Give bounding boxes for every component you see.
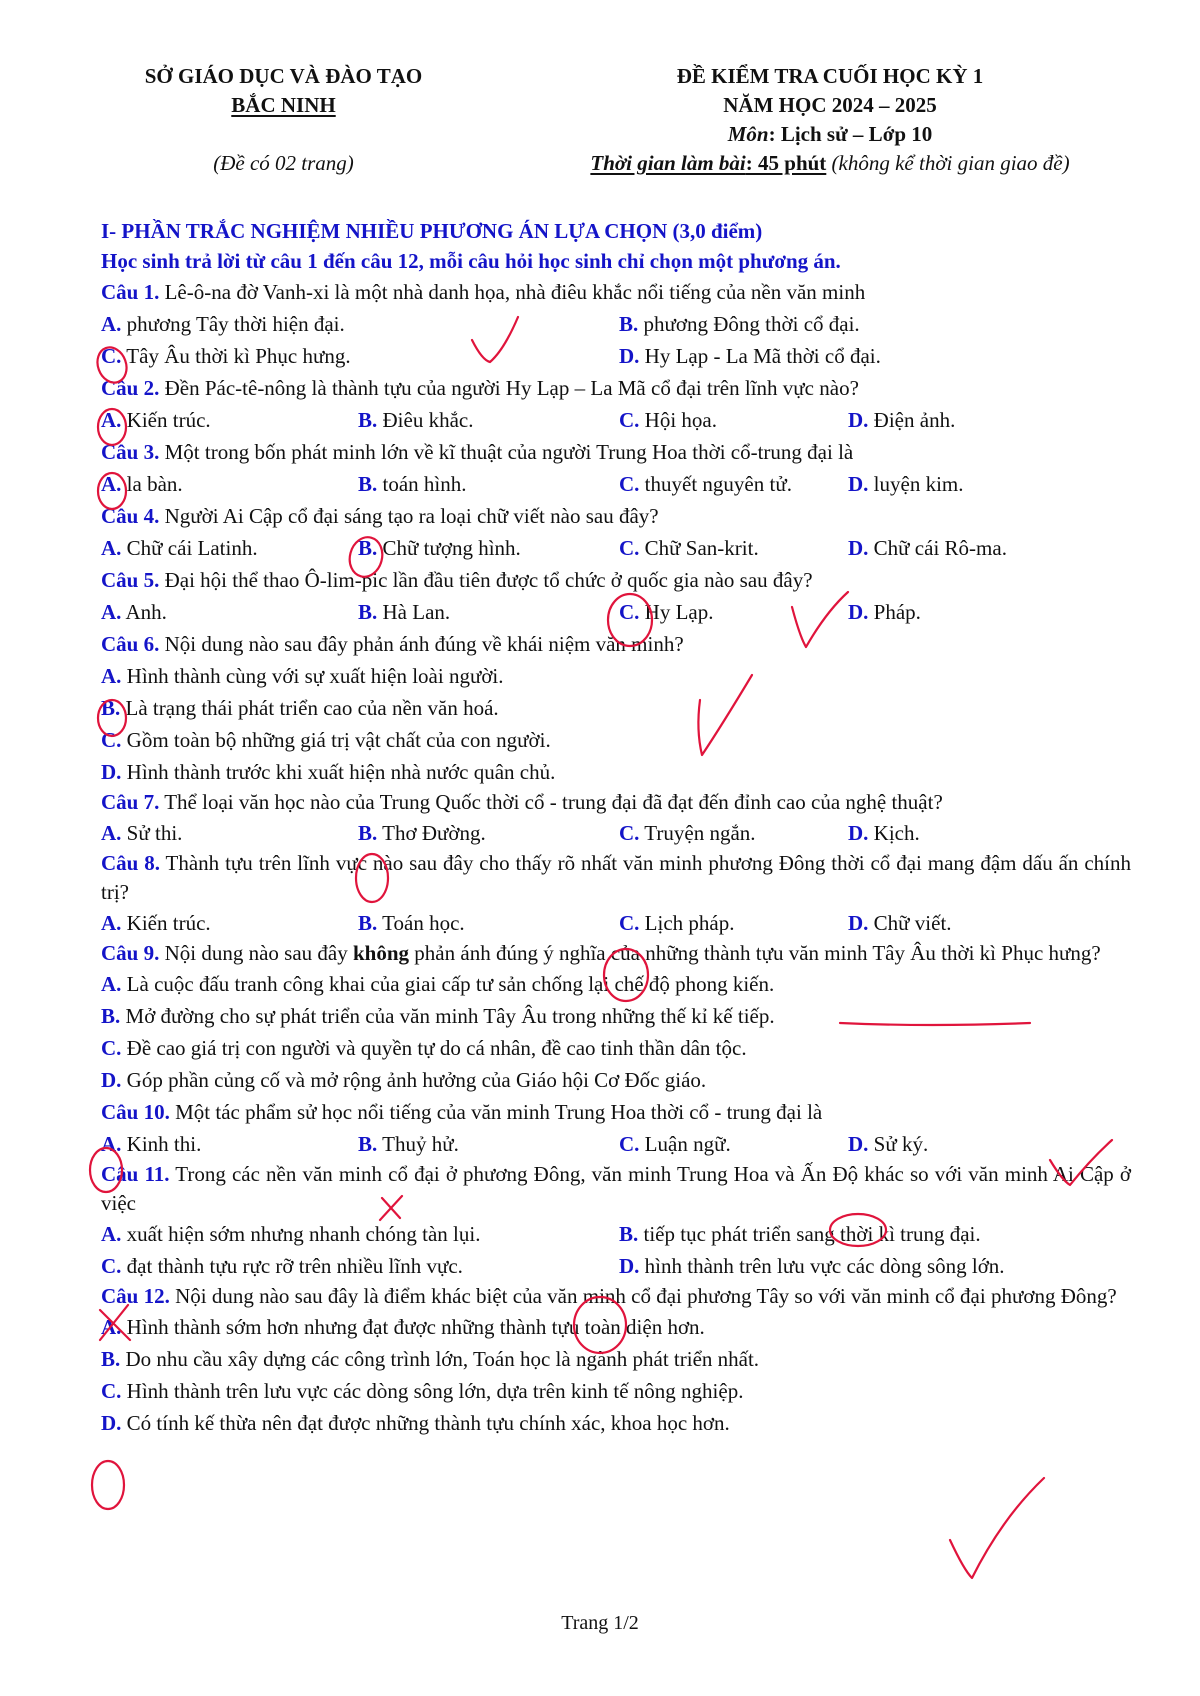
- option-d[interactable]: [619, 340, 1131, 372]
- option-text: xuất hiện sớm nhưng nhanh chóng tàn lụi.: [121, 1222, 481, 1246]
- option-b[interactable]: [358, 596, 619, 628]
- option-text: phương Tây thời hiện đại.: [121, 312, 345, 336]
- option-text: Gồm toàn bộ những giá trị vật chất của con người.: [121, 728, 551, 752]
- option-text: Chữ viết.: [868, 911, 952, 935]
- question-6: [101, 628, 1131, 660]
- option-text: Chữ cái Latinh.: [121, 536, 258, 560]
- question-11-options-2: [101, 1250, 1131, 1282]
- option-a[interactable]: [101, 907, 358, 939]
- option-text: Hình thành trước khi xuất hiện nhà nước quân chủ.: [121, 760, 556, 784]
- option-text: la bàn.: [121, 472, 183, 496]
- option-text: Hình thành cùng với sự xuất hiện loài người.: [121, 664, 504, 688]
- question-text: Trong các nền văn minh cổ đại ở phương Đông, văn minh Trung Hoa và Ấn Độ khác so với văn minh Ai Cập ở việc: [101, 1162, 1131, 1215]
- option-text: Lịch pháp.: [639, 911, 735, 935]
- option-text: Tây Âu thời kì Phục hưng.: [121, 344, 351, 368]
- question-text: Lê-ô-na đờ Vanh-xi là một nhà danh họa, nhà điêu khắc nổi tiếng của nền văn minh: [159, 280, 866, 304]
- option-text: Thơ Đường.: [377, 821, 486, 845]
- option-letter: A.: [101, 664, 122, 688]
- option-text: luyện kim.: [868, 472, 964, 496]
- option-letter: A.: [101, 1315, 122, 1339]
- option-letter: C.: [101, 1254, 122, 1278]
- time-label: Thời gian làm bài: [590, 151, 746, 175]
- department-name: SỞ GIÁO DỤC VÀ ĐÀO TẠO: [144, 64, 423, 88]
- question-7: [101, 788, 1131, 817]
- option-text: Chữ cái Rô-ma.: [868, 536, 1007, 560]
- question-10-options: [101, 1128, 1131, 1160]
- exam-body: [101, 216, 1131, 1439]
- option-letter: D.: [848, 911, 869, 935]
- option-letter: D.: [848, 821, 869, 845]
- option-letter: B.: [358, 821, 378, 845]
- option-d[interactable]: [101, 756, 1131, 788]
- option-b[interactable]: [358, 532, 619, 564]
- question-1: [101, 276, 1131, 308]
- option-d[interactable]: [848, 907, 1131, 939]
- option-letter: D.: [619, 344, 640, 368]
- option-b[interactable]: [619, 308, 1131, 340]
- option-letter: B.: [358, 911, 378, 935]
- question-10: [101, 1096, 1131, 1128]
- question-label: Câu 3.: [101, 440, 160, 464]
- option-letter: B.: [101, 1004, 121, 1028]
- option-d[interactable]: [848, 817, 1131, 849]
- time-value: : 45 phút: [745, 151, 827, 175]
- option-b[interactable]: [101, 692, 1131, 724]
- exam-title: ĐỀ KIỂM TRA CUỐI HỌC KỲ 1: [676, 64, 984, 88]
- question-text: Nội dung nào sau đây là điểm khác biệt của văn minh cổ đại phương Tây so với văn minh cổ đại phương Đông?: [169, 1284, 1117, 1308]
- option-c[interactable]: [101, 1250, 619, 1282]
- question-label: Câu 11.: [101, 1162, 170, 1186]
- question-12: [101, 1282, 1131, 1311]
- option-text: Kịch.: [868, 821, 920, 845]
- province-text: BẮC NINH: [231, 93, 336, 117]
- question-8: [101, 849, 1131, 907]
- option-d[interactable]: [848, 532, 1131, 564]
- option-letter: B.: [619, 312, 639, 336]
- option-b[interactable]: [358, 1128, 619, 1160]
- question-5: [101, 564, 1131, 596]
- question-1-options: [101, 308, 1131, 340]
- question-5-options: [101, 596, 1131, 628]
- option-text: Là trạng thái phát triển cao của nền văn hoá.: [120, 696, 499, 720]
- option-letter: D.: [101, 1068, 122, 1092]
- option-a[interactable]: [101, 468, 358, 500]
- province-name: [86, 91, 481, 120]
- option-text: Là cuộc đấu tranh công khai của giai cấp tư sản chống lại chế độ phong kiến.: [121, 972, 775, 996]
- page-count-note: (Đề có 02 trang): [213, 151, 354, 175]
- question-9: [101, 939, 1131, 968]
- question-label: Câu 4.: [101, 504, 160, 528]
- option-text: Hội họa.: [639, 408, 717, 432]
- question-label: Câu 12.: [101, 1284, 170, 1308]
- school-header: [86, 62, 481, 178]
- option-letter: D.: [848, 1132, 869, 1156]
- option-letter: D.: [619, 1254, 640, 1278]
- question-text: Đại hội thể thao Ô-lim-pic lần đầu tiên được tổ chức ở quốc gia nào sau đây?: [159, 568, 813, 592]
- option-text: Sử ký.: [868, 1132, 929, 1156]
- question-label: Câu 9.: [101, 941, 160, 965]
- option-text: Thuỷ hử.: [377, 1132, 459, 1156]
- section-instruction: Học sinh trả lời từ câu 1 đến câu 12, mỗi câu hỏi học sinh chỉ chọn một phương án.: [101, 249, 841, 273]
- option-d[interactable]: [619, 1250, 1131, 1282]
- option-letter: B.: [358, 600, 378, 624]
- question-text: Nội dung nào sau đây phản ánh đúng về khái niệm văn minh?: [159, 632, 684, 656]
- option-a[interactable]: [101, 1311, 1131, 1343]
- option-c[interactable]: [619, 907, 848, 939]
- option-letter: C.: [619, 472, 640, 496]
- question-text: Nội dung nào sau đây: [159, 941, 353, 965]
- section-title: I- PHẦN TRẮC NGHIỆM NHIỀU PHƯƠNG ÁN LỰA CHỌN (3,0 điểm): [101, 219, 763, 243]
- option-d[interactable]: [848, 468, 1131, 500]
- option-a[interactable]: [101, 532, 358, 564]
- option-a[interactable]: [101, 308, 619, 340]
- subject-line: [520, 120, 1140, 149]
- option-text: Có tính kế thừa nên đạt được những thành tựu chính xác, khoa học hơn.: [121, 1411, 730, 1435]
- option-text: Hy Lạp - La Mã thời cổ đại.: [639, 344, 881, 368]
- option-letter: A.: [101, 472, 122, 496]
- option-text: Chữ tượng hình.: [377, 536, 521, 560]
- question-text-end: phản ánh đúng ý nghĩa của những thành tựu văn minh Tây Âu thời kì Phục hưng?: [409, 941, 1101, 965]
- option-b[interactable]: [358, 907, 619, 939]
- option-text: Anh.: [121, 600, 167, 624]
- option-text: hình thành trên lưu vực các dòng sông lớn.: [639, 1254, 1005, 1278]
- option-letter: A.: [101, 972, 122, 996]
- option-letter: B.: [358, 472, 378, 496]
- option-d[interactable]: [848, 1128, 1131, 1160]
- question-3-options: [101, 468, 1131, 500]
- option-letter: B.: [358, 536, 378, 560]
- option-c[interactable]: [619, 404, 848, 436]
- question-text: Một trong bốn phát minh lớn về kĩ thuật của người Trung Hoa thời cổ-trung đại là: [159, 440, 854, 464]
- option-letter: B.: [358, 1132, 378, 1156]
- option-text: toán hình.: [377, 472, 467, 496]
- question-2: [101, 372, 1131, 404]
- checkmark-icon: [950, 1478, 1044, 1578]
- subject-label: Môn: [727, 122, 769, 146]
- option-text: Điêu khắc.: [377, 408, 474, 432]
- question-11: [101, 1160, 1131, 1218]
- question-2-options: [101, 404, 1131, 436]
- option-text: Kiến trúc.: [121, 911, 211, 935]
- option-b[interactable]: [101, 1343, 1131, 1375]
- option-letter: C.: [619, 408, 640, 432]
- option-letter: C.: [619, 1132, 640, 1156]
- option-letter: C.: [619, 600, 640, 624]
- option-letter: D.: [848, 472, 869, 496]
- option-text: đạt thành tựu rực rỡ trên nhiều lĩnh vực.: [121, 1254, 463, 1278]
- question-8-options: [101, 907, 1131, 939]
- option-letter: D.: [101, 760, 122, 784]
- option-b[interactable]: [358, 404, 619, 436]
- question-4: [101, 500, 1131, 532]
- option-letter: D.: [848, 600, 869, 624]
- option-text: Đề cao giá trị con người và quyền tự do cá nhân, đề cao tinh thần dân tộc.: [121, 1036, 747, 1060]
- question-text: Đền Pác-tê-nông là thành tựu của người Hy Lạp – La Mã cổ đại trên lĩnh vực nào?: [159, 376, 859, 400]
- negation-word: không: [353, 941, 410, 965]
- option-text: Hình thành trên lưu vực các dòng sông lớn, dựa trên kinh tế nông nghiệp.: [121, 1379, 744, 1403]
- time-line: [520, 149, 1140, 178]
- option-letter: C.: [101, 1379, 122, 1403]
- option-c[interactable]: [619, 1128, 848, 1160]
- option-letter: A.: [101, 821, 122, 845]
- option-b[interactable]: [358, 817, 619, 849]
- question-label: Câu 10.: [101, 1100, 170, 1124]
- exam-header: [520, 62, 1140, 178]
- question-11-options: [101, 1218, 1131, 1250]
- option-b[interactable]: [358, 468, 619, 500]
- question-label: Câu 7.: [101, 790, 160, 814]
- option-b[interactable]: [101, 1000, 1131, 1032]
- question-text: Người Ai Cập cổ đại sáng tạo ra loại chữ viết nào sau đây?: [159, 504, 659, 528]
- option-text: Kinh thi.: [121, 1132, 202, 1156]
- option-text: Mở đường cho sự phát triển của văn minh Tây Âu trong những thế kỉ kế tiếp.: [120, 1004, 775, 1028]
- option-text: Điện ảnh.: [868, 408, 956, 432]
- option-text: Pháp.: [868, 600, 921, 624]
- option-letter: B.: [358, 408, 378, 432]
- option-c[interactable]: [101, 340, 619, 372]
- option-letter: A.: [101, 911, 122, 935]
- option-a[interactable]: [101, 1128, 358, 1160]
- option-letter: C.: [101, 728, 122, 752]
- option-letter: A.: [101, 1222, 122, 1246]
- option-c[interactable]: [101, 1375, 1131, 1407]
- option-letter: D.: [848, 408, 869, 432]
- option-letter: A.: [101, 1132, 122, 1156]
- option-text: thuyết nguyên tử.: [639, 472, 792, 496]
- question-label: Câu 2.: [101, 376, 160, 400]
- option-text: Sử thi.: [121, 821, 183, 845]
- subject-value: : Lịch sử – Lớp 10: [768, 122, 933, 146]
- option-c[interactable]: [619, 532, 848, 564]
- option-text: Hà Lan.: [377, 600, 451, 624]
- option-text: Kiến trúc.: [121, 408, 211, 432]
- option-text: Hình thành sớm hơn nhưng đạt được những thành tựu toàn diện hơn.: [121, 1315, 705, 1339]
- option-text: Do nhu cầu xây dựng các công trình lớn, Toán học là ngành phát triển nhất.: [120, 1347, 760, 1371]
- option-text: phương Đông thời cổ đại.: [638, 312, 860, 336]
- option-letter: A.: [101, 536, 122, 560]
- option-d[interactable]: [101, 1064, 1131, 1096]
- question-3: [101, 436, 1131, 468]
- option-letter: C.: [619, 911, 640, 935]
- option-a[interactable]: [101, 596, 358, 628]
- school-year: NĂM HỌC 2024 – 2025: [723, 93, 937, 117]
- option-letter: C.: [619, 821, 640, 845]
- option-b[interactable]: [619, 1218, 1131, 1250]
- option-letter: C.: [101, 344, 122, 368]
- option-text: Hy Lạp.: [639, 600, 714, 624]
- option-c[interactable]: [619, 468, 848, 500]
- option-letter: D.: [101, 1411, 122, 1435]
- option-letter: B.: [101, 1347, 121, 1371]
- option-a[interactable]: [101, 1218, 619, 1250]
- option-text: Góp phần củng cố và mở rộng ảnh hưởng của Giáo hội Cơ Đốc giáo.: [121, 1068, 707, 1092]
- page-number: Trang 1/2: [561, 1612, 639, 1634]
- option-letter: A.: [101, 312, 122, 336]
- option-c[interactable]: [101, 1032, 1131, 1064]
- question-label: Câu 6.: [101, 632, 160, 656]
- option-letter: D.: [848, 536, 869, 560]
- option-text: Toán học.: [377, 911, 465, 935]
- question-label: Câu 1.: [101, 280, 160, 304]
- option-c[interactable]: [619, 817, 848, 849]
- option-letter: C.: [101, 1036, 122, 1060]
- option-letter: C.: [619, 536, 640, 560]
- option-d[interactable]: [848, 596, 1131, 628]
- answer-circle: [92, 1461, 124, 1509]
- option-a[interactable]: [101, 968, 1131, 1000]
- question-text: Thể loại văn học nào của Trung Quốc thời cổ - trung đại đã đạt đến đỉnh cao của nghệ thuật?: [159, 790, 943, 814]
- option-letter: A.: [101, 408, 122, 432]
- question-4-options: [101, 532, 1131, 564]
- question-label: Câu 5.: [101, 568, 160, 592]
- time-note: (không kể thời gian giao đề): [826, 151, 1070, 175]
- question-label: Câu 8.: [101, 851, 160, 875]
- option-letter: A.: [101, 600, 122, 624]
- question-text: Một tác phẩm sử học nổi tiếng của văn minh Trung Hoa thời cổ - trung đại là: [169, 1100, 823, 1124]
- option-a[interactable]: [101, 660, 1131, 692]
- option-d[interactable]: [101, 1407, 1131, 1439]
- option-text: Chữ San-krit.: [639, 536, 759, 560]
- option-text: Luận ngữ.: [639, 1132, 731, 1156]
- question-text: Thành tựu trên lĩnh vực nào sau đây cho thấy rõ nhất văn minh phương Đông thời cổ đại mang đậm dấu ấn chính trị?: [101, 851, 1131, 904]
- option-text: tiếp tục phát triển sang thời kì trung đại.: [638, 1222, 981, 1246]
- option-letter: B.: [619, 1222, 639, 1246]
- option-a[interactable]: [101, 404, 358, 436]
- question-7-options: [101, 817, 1131, 849]
- option-c[interactable]: [101, 724, 1131, 756]
- option-d[interactable]: [848, 404, 1131, 436]
- option-a[interactable]: [101, 817, 358, 849]
- option-letter: B.: [101, 696, 121, 720]
- option-text: Truyện ngắn.: [639, 821, 756, 845]
- question-1-options-2: [101, 340, 1131, 372]
- option-c[interactable]: [619, 596, 848, 628]
